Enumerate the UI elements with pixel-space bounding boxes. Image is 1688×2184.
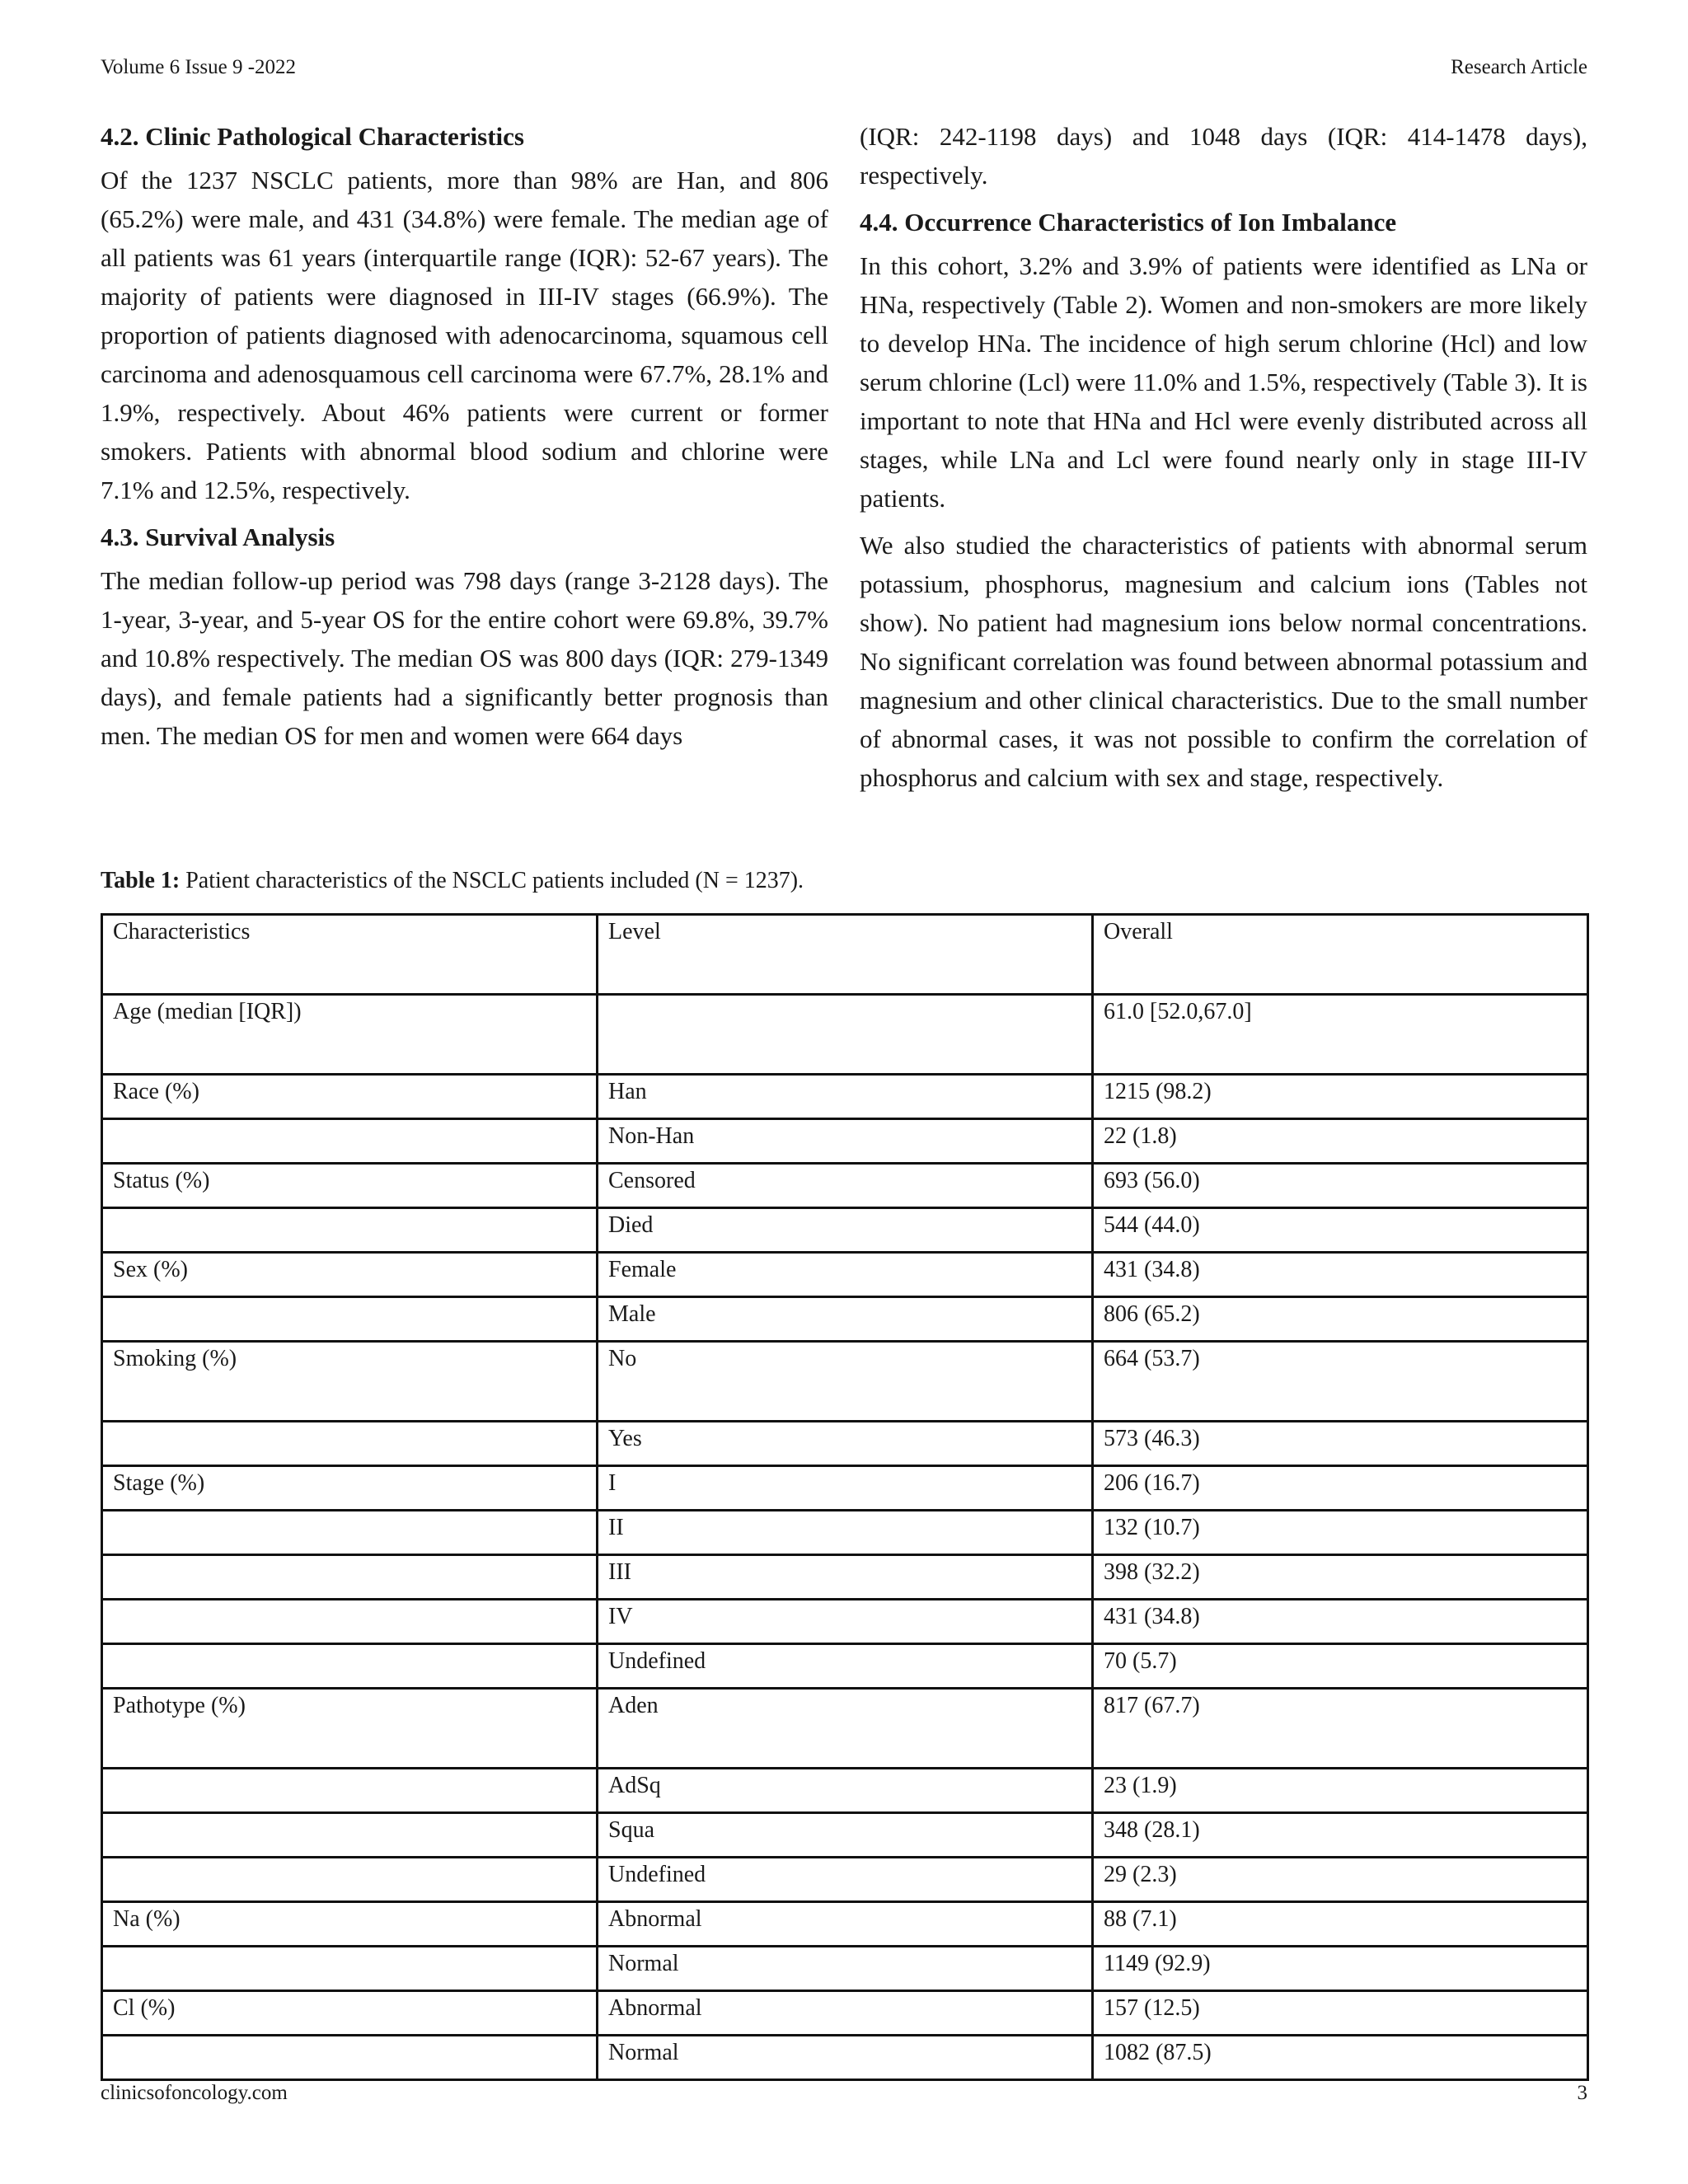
- overall-cell: 88 (7.1): [1093, 1902, 1588, 1947]
- characteristic-cell: [102, 1947, 598, 1991]
- table-1-label: Table 1:: [101, 868, 181, 893]
- table-row: [102, 1164, 1588, 1208]
- table-row: [102, 1555, 1588, 1600]
- overall-cell: 348 (28.1): [1093, 1813, 1588, 1858]
- table-row: [102, 1858, 1588, 1902]
- level-cell: Yes: [598, 1422, 1093, 1466]
- table-1-caption: [101, 868, 804, 894]
- table-row: [102, 1075, 1588, 1119]
- table-header-row: [102, 915, 1588, 995]
- table-row: [102, 1511, 1588, 1555]
- characteristic-cell: [102, 1858, 598, 1902]
- level-cell: Male: [598, 1297, 1093, 1342]
- level-cell: Censored: [598, 1164, 1093, 1208]
- table-row: [102, 1422, 1588, 1466]
- table-row: [102, 1600, 1588, 1644]
- table-row: [102, 1119, 1588, 1164]
- overall-cell: 544 (44.0): [1093, 1208, 1588, 1253]
- overall-cell: 22 (1.8): [1093, 1119, 1588, 1164]
- page-number: 3: [1577, 2082, 1587, 2104]
- footer-website: clinicsofoncology.com: [101, 2082, 288, 2104]
- characteristic-cell: [102, 1297, 598, 1342]
- overall-cell: 29 (2.3): [1093, 1858, 1588, 1902]
- table-row: [102, 1813, 1588, 1858]
- table-row: [102, 1466, 1588, 1511]
- level-cell: III: [598, 1555, 1093, 1600]
- characteristic-cell: Status (%): [102, 1164, 598, 1208]
- characteristic-cell: [102, 1511, 598, 1555]
- section-4-3-heading: 4.3. Survival Analysis: [101, 523, 335, 551]
- level-cell: Squa: [598, 1813, 1093, 1858]
- table-1: [101, 913, 1589, 2081]
- characteristic-cell: [102, 1769, 598, 1813]
- overall-cell: 23 (1.9): [1093, 1769, 1588, 1813]
- level-cell: [598, 995, 1093, 1075]
- left-column: [101, 117, 828, 805]
- overall-cell: 573 (46.3): [1093, 1422, 1588, 1466]
- table-row: [102, 1689, 1588, 1769]
- header-cell: Characteristics: [102, 915, 598, 995]
- table-row: [102, 1297, 1588, 1342]
- overall-cell: 431 (34.8): [1093, 1600, 1588, 1644]
- table-row: [102, 1769, 1588, 1813]
- characteristic-cell: [102, 1600, 598, 1644]
- characteristic-cell: [102, 2036, 598, 2080]
- overall-cell: 157 (12.5): [1093, 1991, 1588, 2036]
- level-cell: Undefined: [598, 1644, 1093, 1689]
- table-row: [102, 1208, 1588, 1253]
- article-type: Research Article: [1451, 56, 1587, 78]
- characteristic-cell: Smoking (%): [102, 1342, 598, 1422]
- section-4-4-paragraph-1: In this cohort, 3.2% and 3.9% of patients were identified as LNa or HNa, respectively (Table 2). Women and non-smokers are more likely to develop HNa. The incidence of high serum chlorine (Hcl) and low serum chlorine (Lcl) were 11.0% and 1.5%, respectively (Table 3). It is important to note that HNa and Hcl were evenly distributed across all stages, while LNa and Lcl were found nearly only in stage III-IV patients.: [860, 251, 1587, 513]
- level-cell: Undefined: [598, 1858, 1093, 1902]
- section-4-4-paragraph-2: We also studied the characteristics of patients with abnormal serum potassium, phosphorus, magnesium and calcium ions (Tables not show). No patient had magnesium ions below normal concentrations. No significant correlation was found between abnormal potassium and magnesium and other clinical characteristics. Due to the small number of abnormal cases, it was not possible to confirm the correlation of phosphorus and calcium with sex and stage, respectively.: [860, 531, 1587, 792]
- level-cell: AdSq: [598, 1769, 1093, 1813]
- characteristic-cell: Cl (%): [102, 1991, 598, 2036]
- table-row: [102, 1253, 1588, 1297]
- level-cell: Abnormal: [598, 1991, 1093, 2036]
- level-cell: No: [598, 1342, 1093, 1422]
- table-row: [102, 1991, 1588, 2036]
- characteristic-cell: [102, 1555, 598, 1600]
- characteristic-cell: Pathotype (%): [102, 1689, 598, 1769]
- overall-cell: 817 (67.7): [1093, 1689, 1588, 1769]
- overall-cell: 61.0 [52.0,67.0]: [1093, 995, 1588, 1075]
- section-4-2-heading: 4.2. Clinic Pathological Characteristics: [101, 122, 524, 151]
- table-1-caption-text: Patient characteristics of the NSCLC patients included (N = 1237).: [180, 868, 804, 893]
- header-cell: Level: [598, 915, 1093, 995]
- right-column: [860, 117, 1587, 805]
- section-4-3-paragraph: The median follow-up period was 798 days (range 3-2128 days). The 1-year, 3-year, and 5-year OS for the entire cohort were 69.8%, 39.7% and 10.8% respectively. The median OS was 800 days (IQR: 279-1349 days), and female patients had a significantly better prognosis than men. The median OS for men and women were 664 days: [101, 566, 828, 750]
- level-cell: I: [598, 1466, 1093, 1511]
- overall-cell: 132 (10.7): [1093, 1511, 1588, 1555]
- level-cell: Abnormal: [598, 1902, 1093, 1947]
- characteristic-cell: Race (%): [102, 1075, 598, 1119]
- page-footer: [101, 2082, 1587, 2105]
- level-cell: Normal: [598, 1947, 1093, 1991]
- level-cell: Female: [598, 1253, 1093, 1297]
- level-cell: II: [598, 1511, 1093, 1555]
- body-columns: [101, 117, 1587, 805]
- table-row: [102, 1342, 1588, 1422]
- section-4-2-paragraph: Of the 1237 NSCLC patients, more than 98% are Han, and 806 (65.2%) were male, and 431 (34.8%) were female. The median age of all patients was 61 years (interquartile range (IQR): 52-67 years). The majority of patients were diagnosed in III-IV stages (66.9%). The proportion of patients diagnosed with adenocarcinoma, squamous cell carcinoma and adenosquamous cell carcinoma were 67.7%, 28.1% and 1.9%, respectively. About 46% patients were current or former smokers. Patients with abnormal blood sodium and chlorine were 7.1% and 12.5%, respectively.: [101, 166, 828, 504]
- characteristic-cell: [102, 1208, 598, 1253]
- characteristic-cell: Age (median [IQR]): [102, 995, 598, 1075]
- overall-cell: 664 (53.7): [1093, 1342, 1588, 1422]
- overall-cell: 806 (65.2): [1093, 1297, 1588, 1342]
- table-row: [102, 1902, 1588, 1947]
- characteristic-cell: Sex (%): [102, 1253, 598, 1297]
- volume-issue: Volume 6 Issue 9 -2022: [101, 56, 297, 78]
- table-row: [102, 2036, 1588, 2080]
- level-cell: Non-Han: [598, 1119, 1093, 1164]
- running-head: [101, 56, 1587, 79]
- header-cell: Overall: [1093, 915, 1588, 995]
- overall-cell: 1082 (87.5): [1093, 2036, 1588, 2080]
- section-4-3-continuation: (IQR: 242-1198 days) and 1048 days (IQR: 414-1478 days), respectively.: [860, 122, 1587, 190]
- overall-cell: 1215 (98.2): [1093, 1075, 1588, 1119]
- table-row: [102, 995, 1588, 1075]
- level-cell: Aden: [598, 1689, 1093, 1769]
- characteristic-cell: Stage (%): [102, 1466, 598, 1511]
- characteristic-cell: [102, 1813, 598, 1858]
- level-cell: Han: [598, 1075, 1093, 1119]
- characteristic-cell: [102, 1422, 598, 1466]
- table-row: [102, 1947, 1588, 1991]
- level-cell: Normal: [598, 2036, 1093, 2080]
- overall-cell: 431 (34.8): [1093, 1253, 1588, 1297]
- section-4-4-heading: 4.4. Occurrence Characteristics of Ion Imbalance: [860, 208, 1397, 237]
- overall-cell: 70 (5.7): [1093, 1644, 1588, 1689]
- table-row: [102, 1644, 1588, 1689]
- overall-cell: 1149 (92.9): [1093, 1947, 1588, 1991]
- level-cell: IV: [598, 1600, 1093, 1644]
- characteristic-cell: Na (%): [102, 1902, 598, 1947]
- characteristic-cell: [102, 1119, 598, 1164]
- overall-cell: 206 (16.7): [1093, 1466, 1588, 1511]
- level-cell: Died: [598, 1208, 1093, 1253]
- overall-cell: 693 (56.0): [1093, 1164, 1588, 1208]
- characteristic-cell: [102, 1644, 598, 1689]
- overall-cell: 398 (32.2): [1093, 1555, 1588, 1600]
